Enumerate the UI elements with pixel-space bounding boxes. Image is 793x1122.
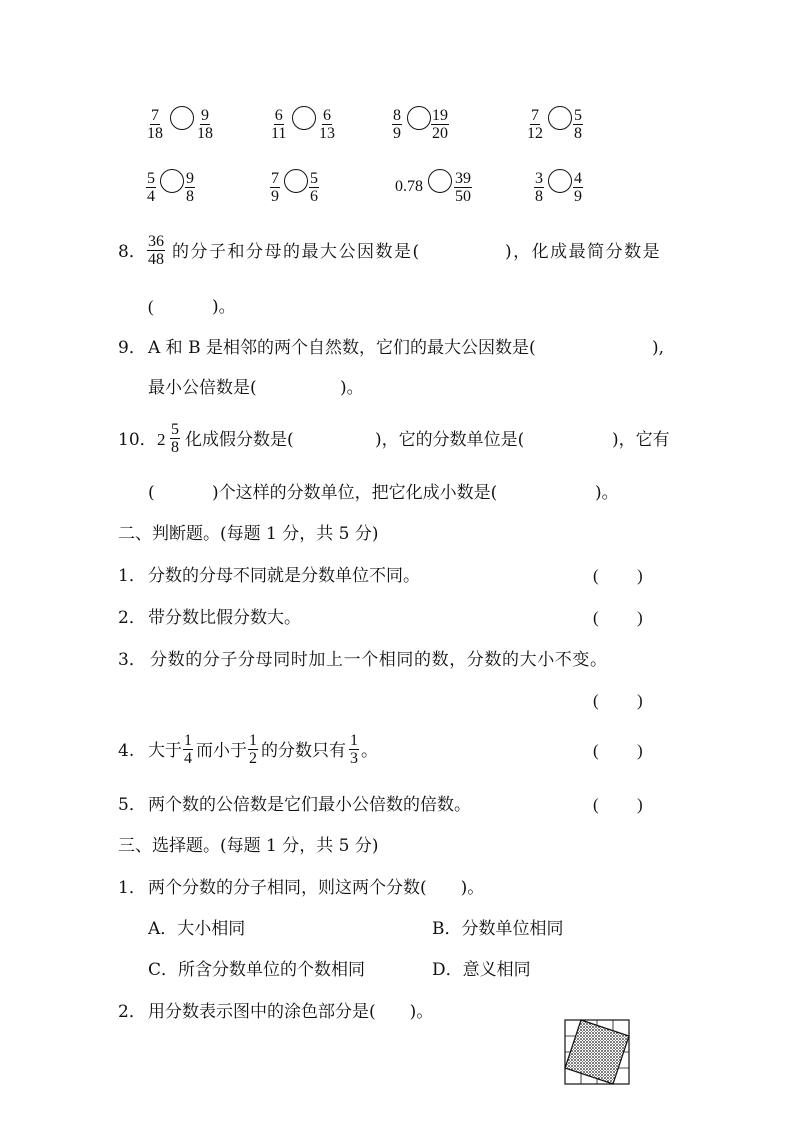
question-number: 10． (118, 430, 157, 450)
answer-blank-close: )。 (212, 297, 236, 317)
item-number: 1． (118, 566, 146, 586)
compare-blank-circle[interactable] (292, 106, 316, 130)
option-b[interactable] (432, 919, 564, 939)
fraction: $\frac{5}{6}$ (310, 170, 318, 205)
question-number: 1． (118, 878, 146, 898)
item-number: 3． (118, 650, 146, 670)
fraction: $\frac{5}{8}$ (574, 107, 582, 142)
question-text: ( (148, 483, 155, 503)
fraction: $\frac{6}{13}$ (319, 107, 335, 142)
question-number: 8． (118, 242, 146, 262)
fraction: $\frac{9}{8}$ (186, 170, 194, 205)
question-text: 用分数表示图中的涂色部分是( )。 (148, 1002, 434, 1022)
answer-paren-close: ) (637, 691, 643, 710)
item-text: 大于 (148, 741, 182, 761)
fraction: $\frac{5}{8}$ (171, 421, 179, 456)
option-a[interactable] (148, 919, 245, 939)
answer-paren-close: ) (637, 608, 643, 627)
option-label: A． (148, 919, 178, 939)
question-number: 9． (118, 338, 146, 358)
answer-paren-open[interactable]: ( (593, 608, 599, 627)
fraction: $\frac{39}{50}$ (455, 170, 471, 205)
compare-blank-circle[interactable] (284, 169, 308, 193)
question-text: )，它有 (612, 430, 670, 450)
item-text: 分数的分子分母同时加上一个相同的数，分数的大小不变。 (150, 650, 608, 670)
item-text: 两个数的公倍数是它们最小公倍数的倍数。 (148, 795, 471, 815)
fraction: $\frac{3}{8}$ (535, 170, 543, 205)
item-number: 5． (118, 795, 146, 815)
fraction: $\frac{1}{4}$ (184, 732, 192, 767)
option-label: B． (432, 919, 462, 939)
option-label: D． (432, 960, 463, 980)
fraction: $\frac{7}{9}$ (271, 170, 279, 205)
item-text: 。 (361, 741, 378, 761)
whole-number: 2 (157, 430, 166, 449)
option-label: C． (148, 960, 179, 980)
option-d[interactable] (432, 960, 531, 980)
fraction: $\frac{9}{18}$ (197, 107, 213, 142)
shaded-square-figure (562, 1017, 632, 1087)
item-text: 分数的分母不同就是分数单位不同。 (148, 566, 420, 586)
question-text: 化成假分数是( (185, 430, 294, 450)
item-text: 而小于 (196, 741, 247, 761)
item-text: 带分数比假分数大。 (148, 608, 301, 628)
question-text: A 和 B 是相邻的两个自然数，它们的最大公因数是( (148, 338, 536, 358)
fraction: $\frac{8}{9}$ (393, 107, 401, 142)
question-text: 的分子和分母的最大公因数是( (172, 242, 421, 262)
item-number: 2． (118, 608, 146, 628)
answer-paren-open[interactable]: ( (593, 741, 599, 760)
compare-blank-circle[interactable] (170, 106, 194, 130)
question-text: )，它的分数单位是( (375, 430, 525, 450)
fraction: $\frac{4}{9}$ (574, 170, 582, 205)
answer-paren-close: ) (637, 741, 643, 760)
item-number: 4. (118, 741, 135, 761)
compare-blank-circle[interactable] (548, 169, 572, 193)
question-text: )个这样的分数单位，把它化成小数是( (212, 483, 498, 503)
decimal-value: 0.78 (395, 178, 423, 195)
compare-blank-circle[interactable] (548, 106, 572, 130)
item-text: 的分数只有 (261, 741, 346, 761)
question-text: ), (652, 338, 665, 358)
compare-blank-circle[interactable] (428, 169, 452, 193)
option-text: 分数单位相同 (461, 919, 564, 939)
fraction: $\frac{1}{2}$ (249, 732, 257, 767)
fraction: $\frac{6}{11}$ (271, 107, 287, 142)
answer-paren-open[interactable]: ( (593, 566, 599, 585)
section-title: 三、选择题。(每题 1 分，共 5 分) (118, 836, 379, 856)
fraction: $\frac{36}{48}$ (148, 233, 164, 268)
question-text: )，化成最简分数是 (505, 242, 662, 262)
section-title: 二、判断题。(每题 1 分，共 5 分) (118, 524, 379, 544)
fraction: $\frac{19}{20}$ (432, 107, 448, 142)
answer-paren-open[interactable]: ( (593, 691, 599, 710)
option-c[interactable] (148, 960, 365, 980)
answer-blank-open[interactable]: ( (148, 297, 154, 316)
compare-blank-circle[interactable] (160, 169, 184, 193)
question-text: )。 (340, 378, 364, 398)
answer-paren-close: ) (637, 566, 643, 585)
question-text: )。 (595, 483, 619, 503)
question-text: 两个分数的分子相同，则这两个分数( )。 (148, 878, 485, 898)
answer-paren-close: ) (637, 795, 643, 814)
fraction: $\frac{7}{12}$ (527, 107, 543, 142)
answer-paren-open[interactable]: ( (593, 795, 599, 814)
fraction: $\frac{7}{18}$ (147, 107, 163, 142)
fraction: $\frac{5}{4}$ (147, 170, 155, 205)
option-text: 所含分数单位的个数相同 (178, 960, 366, 980)
fraction: $\frac{1}{3}$ (350, 732, 358, 767)
question-text: 最小公倍数是( (148, 378, 257, 398)
question-number: 2． (118, 1002, 146, 1022)
compare-blank-circle[interactable] (407, 106, 431, 130)
option-text: 大小相同 (177, 919, 246, 939)
option-text: 意义相同 (462, 960, 531, 980)
